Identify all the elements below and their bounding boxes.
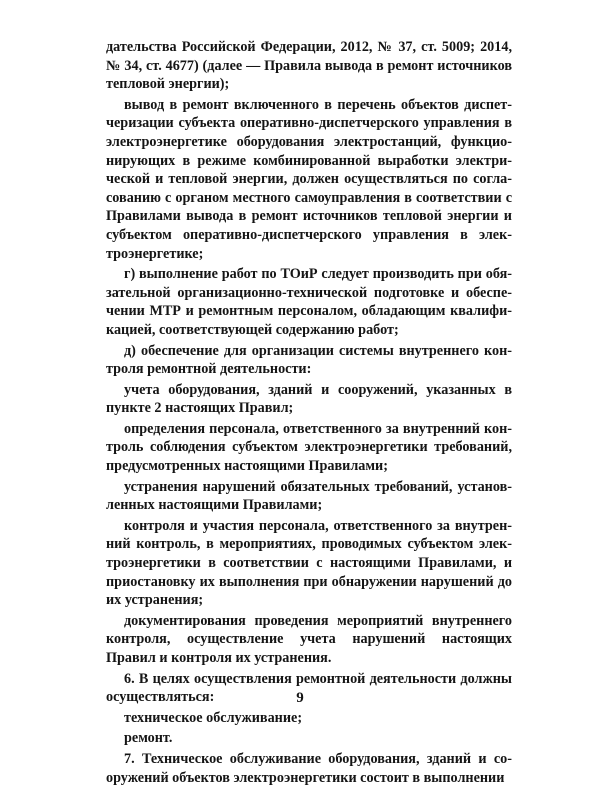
paragraph-violations-elimination: устранения нарушений обязательных требований, установленных настоящими Правилами;	[106, 478, 512, 514]
paragraph-item-7: 7. Техническое обслуживание оборудования, зданий и сооружений объектов электроэнергетики состоит в выполнении	[106, 750, 512, 786]
paragraph-documenting: документирования проведения мероприятий внутреннего контроля, осуществление учета нарушений настоящих Правил и контроля их устранения.	[106, 612, 512, 666]
paragraph-maintenance: техническое обслуживание;	[124, 709, 303, 726]
paragraph-item-6: 6. В целях осуществления ремонтной деятельности должны осуществляться:	[106, 670, 512, 706]
paragraph-personnel-definition: определения персонала, ответственного за внутренний контроль соблюдения субъектом электроэнергетики требований, предусмотренных настоящими Правилами;	[106, 420, 512, 475]
paragraph-continuation: дательства Российской Федерации, 2012, № 37, ст. 5009; 2014, № 34, ст. 4677) (далее — Правила вывода в ремонт источников тепловой энергии);	[106, 39, 512, 93]
paragraph-control-participation: контроля и участия персонала, ответственного за внутренний контроль, в мероприятиях, проводимых субъектом электроэнергетики в соответствии с настоящими Правилами, и приостановку их выполнения при обнаружении нарушений до их устранения;	[106, 517, 512, 609]
page-number: 9	[296, 690, 304, 706]
paragraph-chp-repair: вывод в ремонт включенного в перечень объектов диспетчеризации субъекта оперативно-диспетчерского управления в электроэнергетике оборудования электростанций, функционирующих в режиме комбинированной выработки электрической и тепловой энергии, должен осуществляться по согласованию с органом местного самоуправления в соответствии с Правилами вывода в ремонт источников тепловой энергии и субъектом оперативно-диспетчерского управления в электроэнергетике;	[106, 96, 512, 262]
paragraph-item-d: д) обеспечение для организации системы внутреннего контроля ремонтной деятельности:	[106, 342, 512, 378]
paragraph-equipment-accounting: учета оборудования, зданий и сооружений, указанных в пункте 2 настоящих Правил;	[106, 381, 512, 417]
paragraph-repair: ремонт.	[124, 730, 173, 747]
document-body	[106, 38, 512, 789]
paragraph-item-g: г) выполнение работ по ТОиР следует производить при обязательной организационно-технической подготовке и обеспечении МТР и ремонтным персоналом, обладающим квалификацией, соответствующей содержанию работ;	[106, 266, 512, 338]
